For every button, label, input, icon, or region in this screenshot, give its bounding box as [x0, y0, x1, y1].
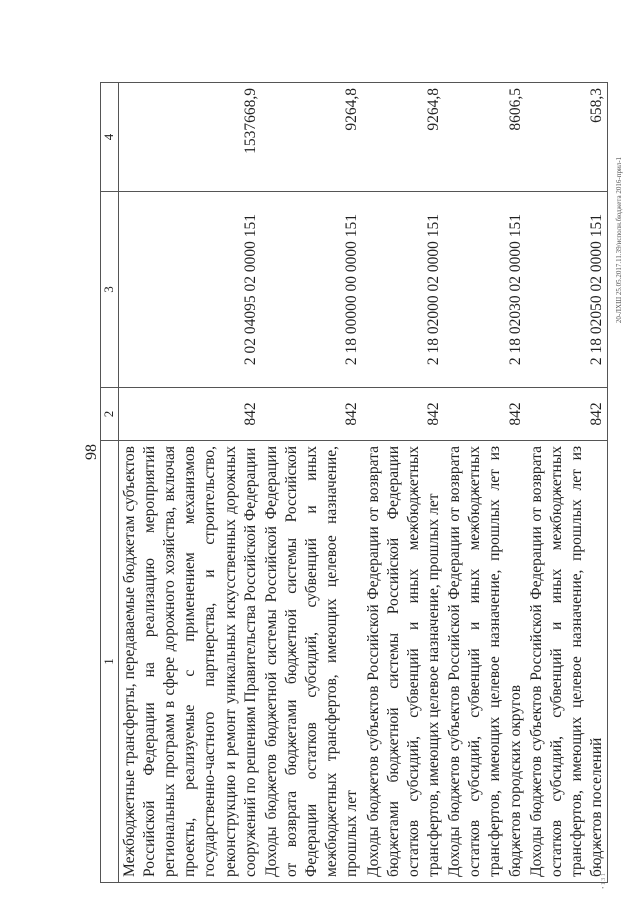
header-cell-code: 3 — [101, 192, 119, 388]
row-admin-code: 842 — [261, 388, 363, 441]
table-row — [118, 83, 260, 883]
budget-table — [100, 82, 608, 883]
row-admin-code: 842 — [526, 388, 608, 441]
row-amount: 658,3 — [526, 83, 608, 192]
header-cell-admin: 2 — [101, 388, 119, 441]
table-row — [261, 83, 363, 883]
row-amount: 9264,8 — [363, 83, 445, 192]
row-description: Доходы бюджетов субъектов Российской Федерации от возврата остатков субсидий, субвенций и иных межбюджетных трансфертов, имеющих целевое назначение, прошлых лет из бюджетов поселений — [526, 441, 608, 883]
row-budget-code: 2 02 04095 02 0000 151 — [118, 192, 260, 388]
row-admin-code: 842 — [444, 388, 526, 441]
row-budget-code: 2 18 02000 02 0000 151 — [363, 192, 445, 388]
row-description: Межбюджетные трансферты, передаваемые бюджетам субъектов Российской Федерации на реализацию мероприятий региональных программ в сфере дорожного хозяйства, включая проекты, реализуемые с применением механизмов государственно-частного партнерства, и строительство, реконструкцию и ремонт уникальных искусственных дорожных сооружений по решениям Правительства Российской Федерации — [118, 441, 260, 883]
table-row — [363, 83, 445, 883]
header-cell-description: 1 — [101, 441, 119, 883]
row-description: Доходы бюджетов субъектов Российской Федерации от возврата бюджетами бюджетной системы Российской Федерации остатков субсидий, субвенций и иных межбюджетных трансфертов, имеющих целевое назначение, прошлых лет — [363, 441, 445, 883]
row-description: Доходы бюджетов субъектов Российской Федерации от возврата остатков субсидий, субвенций и иных межбюджетных трансфертов, имеющих целевое назначение, прошлых лет из бюджетов городских округов — [444, 441, 526, 883]
table-header-row — [101, 83, 119, 883]
footer-file-note: 20-ЛХШ 25.05.2017.11.39/исполн.бюджета 2016-прил-1 — [615, 156, 623, 324]
table-row — [526, 83, 608, 883]
row-budget-code: 2 18 02050 02 0000 151 — [526, 192, 608, 388]
row-budget-code: 2 18 00000 00 0000 151 — [261, 192, 363, 388]
page-number: 98 — [83, 444, 100, 460]
corner-mark: • 1 3 1 — [601, 873, 607, 889]
row-amount: 9264,8 — [261, 83, 363, 192]
header-cell-amount: 4 — [101, 83, 119, 192]
row-description: Доходы бюджетов бюджетной системы Российской Федерации от возврата бюджетами бюджетной системы Российской Федерации остатков субсидий, субвенций и иных межбюджетных трансфертов, имеющих целевое назначение, прошлых лет — [261, 441, 363, 883]
row-admin-code: 842 — [363, 388, 445, 441]
row-amount: 1537668,9 — [118, 83, 260, 192]
row-amount: 8606,5 — [444, 83, 526, 192]
table-row — [444, 83, 526, 883]
row-admin-code: 842 — [118, 388, 260, 441]
row-budget-code: 2 18 02030 02 0000 151 — [444, 192, 526, 388]
